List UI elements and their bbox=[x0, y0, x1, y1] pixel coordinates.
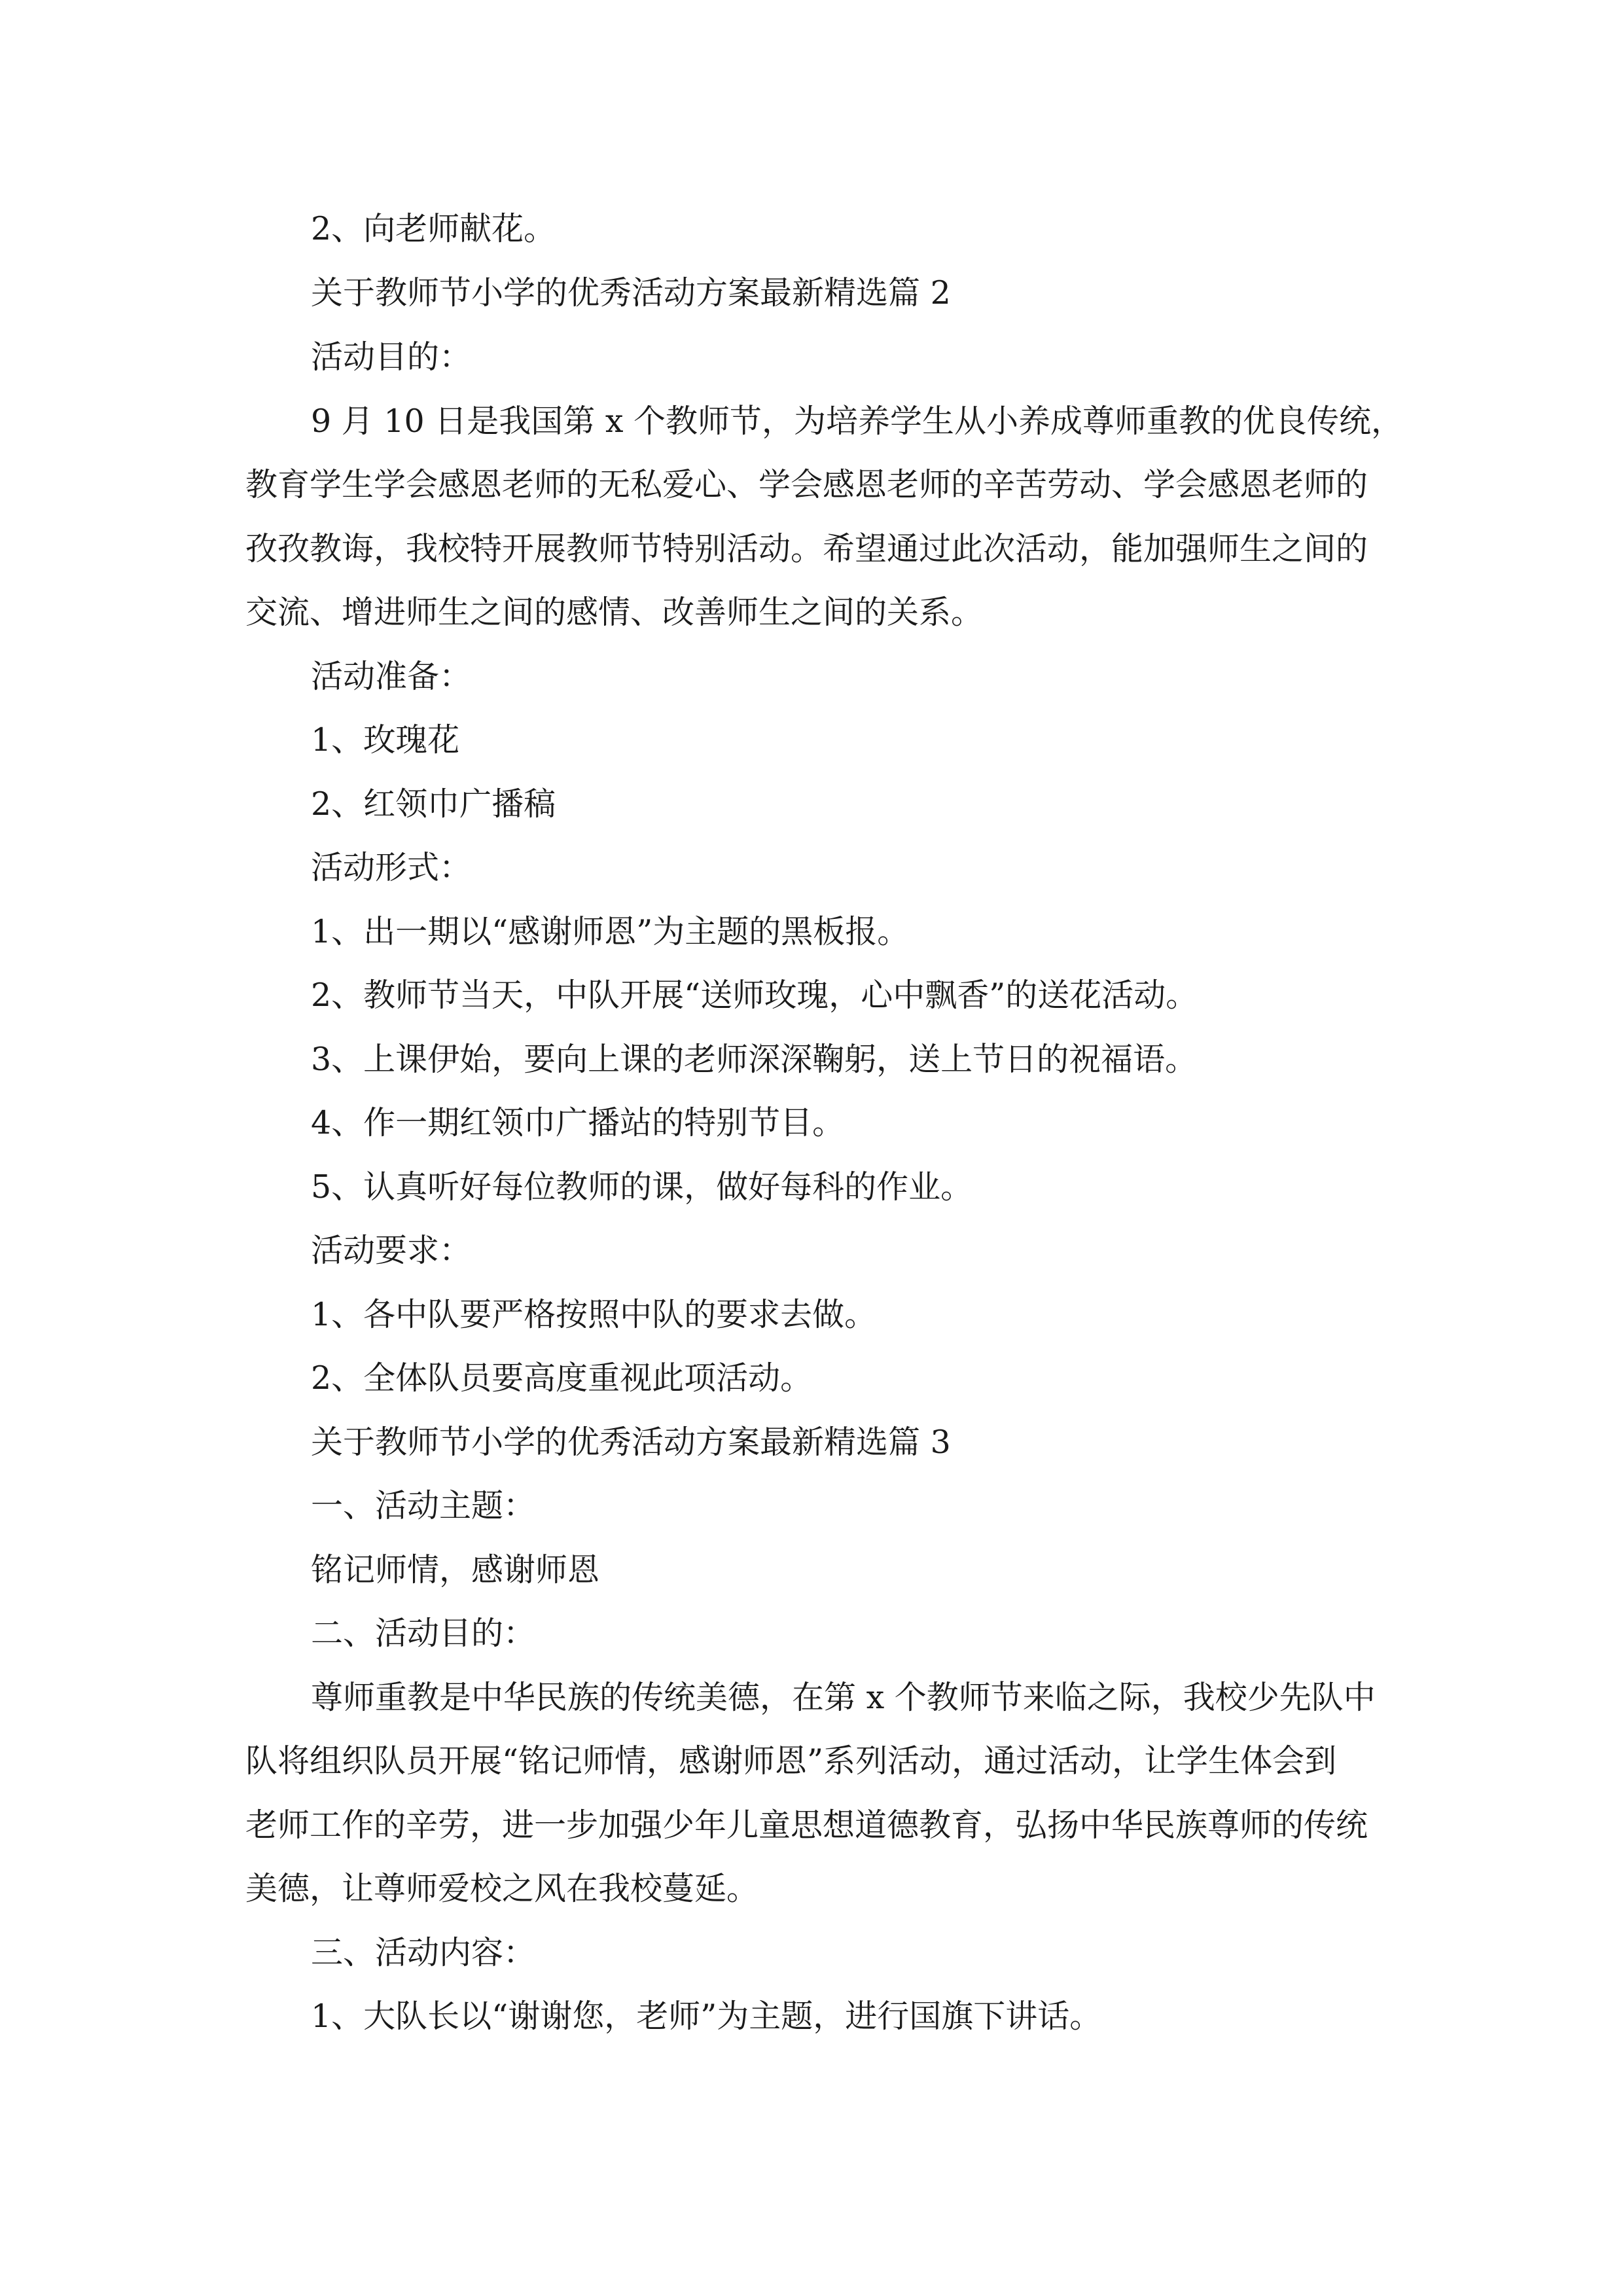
list-item: 2、全体队员要高度重视此项活动。 bbox=[311, 1359, 813, 1397]
paragraph-line: 教育学生学会感恩老师的无私爱心、学会感恩老师的辛苦劳动、学会感恩老师的 bbox=[245, 466, 1368, 503]
paragraph-line: 交流、增进师生之间的感情、改善师生之间的关系。 bbox=[245, 594, 984, 631]
subheading: 二、活动目的： bbox=[311, 1615, 536, 1652]
list-item: 1、各中队要严格按照中队的要求去做。 bbox=[311, 1296, 877, 1333]
list-item: 2、向老师献花。 bbox=[311, 210, 556, 247]
list-item: 1、大队长以“谢谢您，老师”为主题，进行国旗下讲话。 bbox=[311, 1998, 1102, 2035]
section-heading: 关于教师节小学的优秀活动方案最新精选篇 2 bbox=[311, 274, 951, 312]
paragraph-line: 队将组织队员开展“铭记师情，感谢师恩”系列活动，通过活动，让学生体会到 bbox=[245, 1742, 1337, 1780]
paragraph-line: 老师工作的辛劳，进一步加强少年儿童思想道德教育，弘扬中华民族尊师的传统 bbox=[245, 1806, 1368, 1844]
list-item: 3、上课伊始，要向上课的老师深深鞠躬，送上节日的祝福语。 bbox=[311, 1041, 1198, 1078]
theme-text: 铭记师情，感谢师恩 bbox=[311, 1551, 600, 1588]
list-item: 2、教师节当天，中队开展“送师玫瑰，心中飘香”的送花活动。 bbox=[311, 977, 1198, 1014]
paragraph-line: 美德，让尊师爱校之风在我校蔓延。 bbox=[245, 1870, 759, 1907]
paragraph-line: 尊师重教是中华民族的传统美德，在第 x 个教师节来临之际，我校少先队中 bbox=[311, 1679, 1376, 1716]
list-item: 1、玫瑰花 bbox=[311, 721, 460, 759]
subheading: 活动准备： bbox=[311, 658, 472, 695]
section-heading: 关于教师节小学的优秀活动方案最新精选篇 3 bbox=[311, 1424, 951, 1461]
subheading: 三、活动内容： bbox=[311, 1934, 536, 1971]
subheading: 活动目的： bbox=[311, 338, 472, 376]
subheading: 一、活动主题： bbox=[311, 1487, 536, 1524]
paragraph-line: 9 月 10 日是我国第 x 个教师节，为培养学生从小养成尊师重教的优良传统， bbox=[311, 403, 1404, 440]
list-item: 4、作一期红领巾广播站的特别节目。 bbox=[311, 1104, 845, 1141]
paragraph-line: 孜孜教诲，我校特开展教师节特别活动。希望通过此次活动，能加强师生之间的 bbox=[245, 530, 1368, 567]
list-item: 5、认真听好每位教师的课，做好每科的作业。 bbox=[311, 1168, 973, 1206]
list-item: 2、红领巾广播稿 bbox=[311, 785, 556, 823]
subheading: 活动要求： bbox=[311, 1232, 472, 1269]
subheading: 活动形式： bbox=[311, 849, 472, 886]
list-item: 1、出一期以“感谢师恩”为主题的黑板报。 bbox=[311, 913, 910, 950]
